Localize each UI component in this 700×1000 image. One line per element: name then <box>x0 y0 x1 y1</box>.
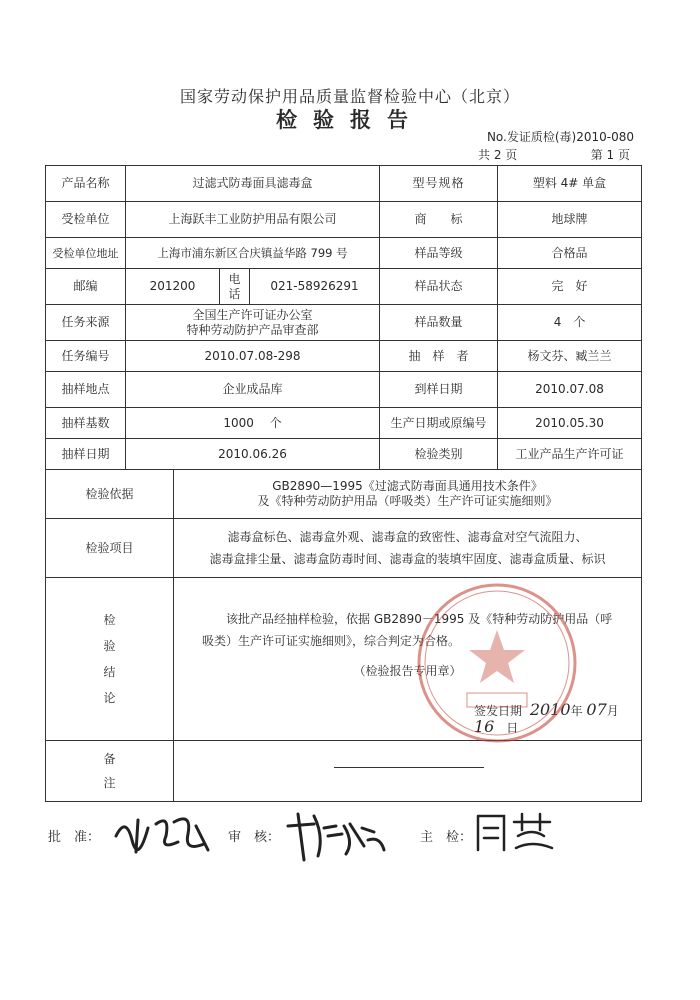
field-label: 电话 <box>220 269 250 305</box>
field-label: 样品状态 <box>380 269 498 305</box>
field-value: 2010.07.08 <box>498 372 642 408</box>
chief-label: 主 检： <box>420 830 473 845</box>
field-label: 样品数量 <box>380 305 498 341</box>
field-value: 1000 个 <box>126 408 380 439</box>
issuing-organization: 国家劳动保护用品质量监督检验中心（北京） <box>179 87 520 106</box>
table-row <box>46 238 642 269</box>
review-label: 审 核： <box>228 830 281 845</box>
section-label <box>46 578 174 741</box>
page-indicator <box>478 146 630 163</box>
field-label: 产品名称 <box>46 166 126 202</box>
field-label: 到样日期 <box>380 372 498 408</box>
field-value: 杨文芬、臧兰兰 <box>498 341 642 372</box>
table-row <box>46 166 642 202</box>
table-row <box>46 439 642 470</box>
field-value: 上海跃丰工业防护用品有限公司 <box>126 202 380 238</box>
signature-row <box>48 820 648 860</box>
field-label: 邮编 <box>46 269 126 305</box>
conclusion-label: 检验结论 <box>103 613 116 705</box>
month-suffix: 月 <box>606 704 619 718</box>
field-label: 抽样地点 <box>46 372 126 408</box>
field-label: 样品等级 <box>380 238 498 269</box>
field-value: 完 好 <box>498 269 642 305</box>
reviewer-signature-icon <box>284 806 394 866</box>
issue-month: 07 <box>586 700 607 719</box>
field-label: 受检单位地址 <box>46 238 126 269</box>
field-label: 任务编号 <box>46 341 126 372</box>
official-seal-icon <box>412 578 582 748</box>
notes-content <box>174 741 642 802</box>
table-row <box>46 470 642 519</box>
section-label: 检验项目 <box>46 519 174 578</box>
section-label: 检验依据 <box>46 470 174 519</box>
field-value: 上海市浦东新区合庆镇益华路 799 号 <box>126 238 380 269</box>
notes-label: 备注 <box>103 752 116 790</box>
year-suffix: 年 <box>570 704 583 718</box>
section-content <box>174 470 642 519</box>
field-label: 任务来源 <box>46 305 126 341</box>
basis-line: 及《特种劳动防护用品（呼吸类）生产许可证实施细则》 <box>257 494 558 508</box>
field-value: 2010.06.26 <box>126 439 380 470</box>
field-value: 过滤式防毒面具滤毒盒 <box>126 166 380 202</box>
report-number: No.发证质检(毒)2010-080 <box>486 130 634 144</box>
field-value: 201200 <box>126 269 220 305</box>
field-value: 合格品 <box>498 238 642 269</box>
field-value: 021-58926291 <box>250 269 380 305</box>
field-value: 4 个 <box>498 305 642 341</box>
total-pages: 共 2 页 <box>478 148 518 162</box>
items-line: 滤毒盒排尘量、滤毒盒防毒时间、滤毒盒的装填牢固度、滤毒盒质量、标识 <box>209 552 606 566</box>
field-label: 型号规格 <box>380 166 498 202</box>
current-page: 第 1 页 <box>590 148 630 162</box>
issue-year: 2010 <box>529 700 571 719</box>
table-row <box>46 519 642 578</box>
field-value-line: 特种劳动防护产品审查部 <box>186 322 319 337</box>
approver-signature-icon <box>108 806 218 860</box>
chief-signature-icon <box>470 806 560 856</box>
items-line: 滤毒盒标色、滤毒盒外观、滤毒盒的致密性、滤毒盒对空气流阻力、 <box>227 530 588 544</box>
table-row <box>46 408 642 439</box>
field-value <box>126 305 380 341</box>
field-label: 抽 样 者 <box>380 341 498 372</box>
table-row <box>46 202 642 238</box>
table-row <box>46 741 642 802</box>
field-value: 2010.07.08-298 <box>126 341 380 372</box>
field-label: 生产日期或原编号 <box>380 408 498 439</box>
issue-date-label: 签发日期 <box>474 704 523 718</box>
field-value-line: 全国生产许可证办公室 <box>192 307 313 322</box>
table-row <box>46 305 642 341</box>
table-row <box>46 341 642 372</box>
field-value: 地球牌 <box>498 202 642 238</box>
field-label: 检验类别 <box>380 439 498 470</box>
field-label: 抽样日期 <box>46 439 126 470</box>
approve-label: 批 准： <box>48 830 101 845</box>
conclusion-text: 该批产品经抽样检验，依据 GB2890－1995 及《特种劳动防护用品（呼吸类）生产许可证实施细则》，综合判定为合格。 <box>202 612 613 648</box>
report-title: 检验报告 <box>276 107 424 132</box>
field-label: 抽样基数 <box>46 408 126 439</box>
notes-underline <box>334 767 484 768</box>
table-row <box>46 372 642 408</box>
seal-note: （检验报告专用章） <box>353 664 462 678</box>
issue-day: 16 <box>474 717 495 736</box>
table-row <box>46 269 642 305</box>
field-value: 2010.05.30 <box>498 408 642 439</box>
field-value: 企业成品库 <box>126 372 380 408</box>
field-label: 商 标 <box>380 202 498 238</box>
section-label <box>46 741 174 802</box>
day-suffix: 日 <box>506 721 519 735</box>
field-label: 受检单位 <box>46 202 126 238</box>
field-value: 工业产品生产许可证 <box>498 439 642 470</box>
basis-line: GB2890—1995《过滤式防毒面具通用技术条件》 <box>272 479 543 493</box>
field-value: 塑料 4# 单盒 <box>498 166 642 202</box>
section-content <box>174 519 642 578</box>
